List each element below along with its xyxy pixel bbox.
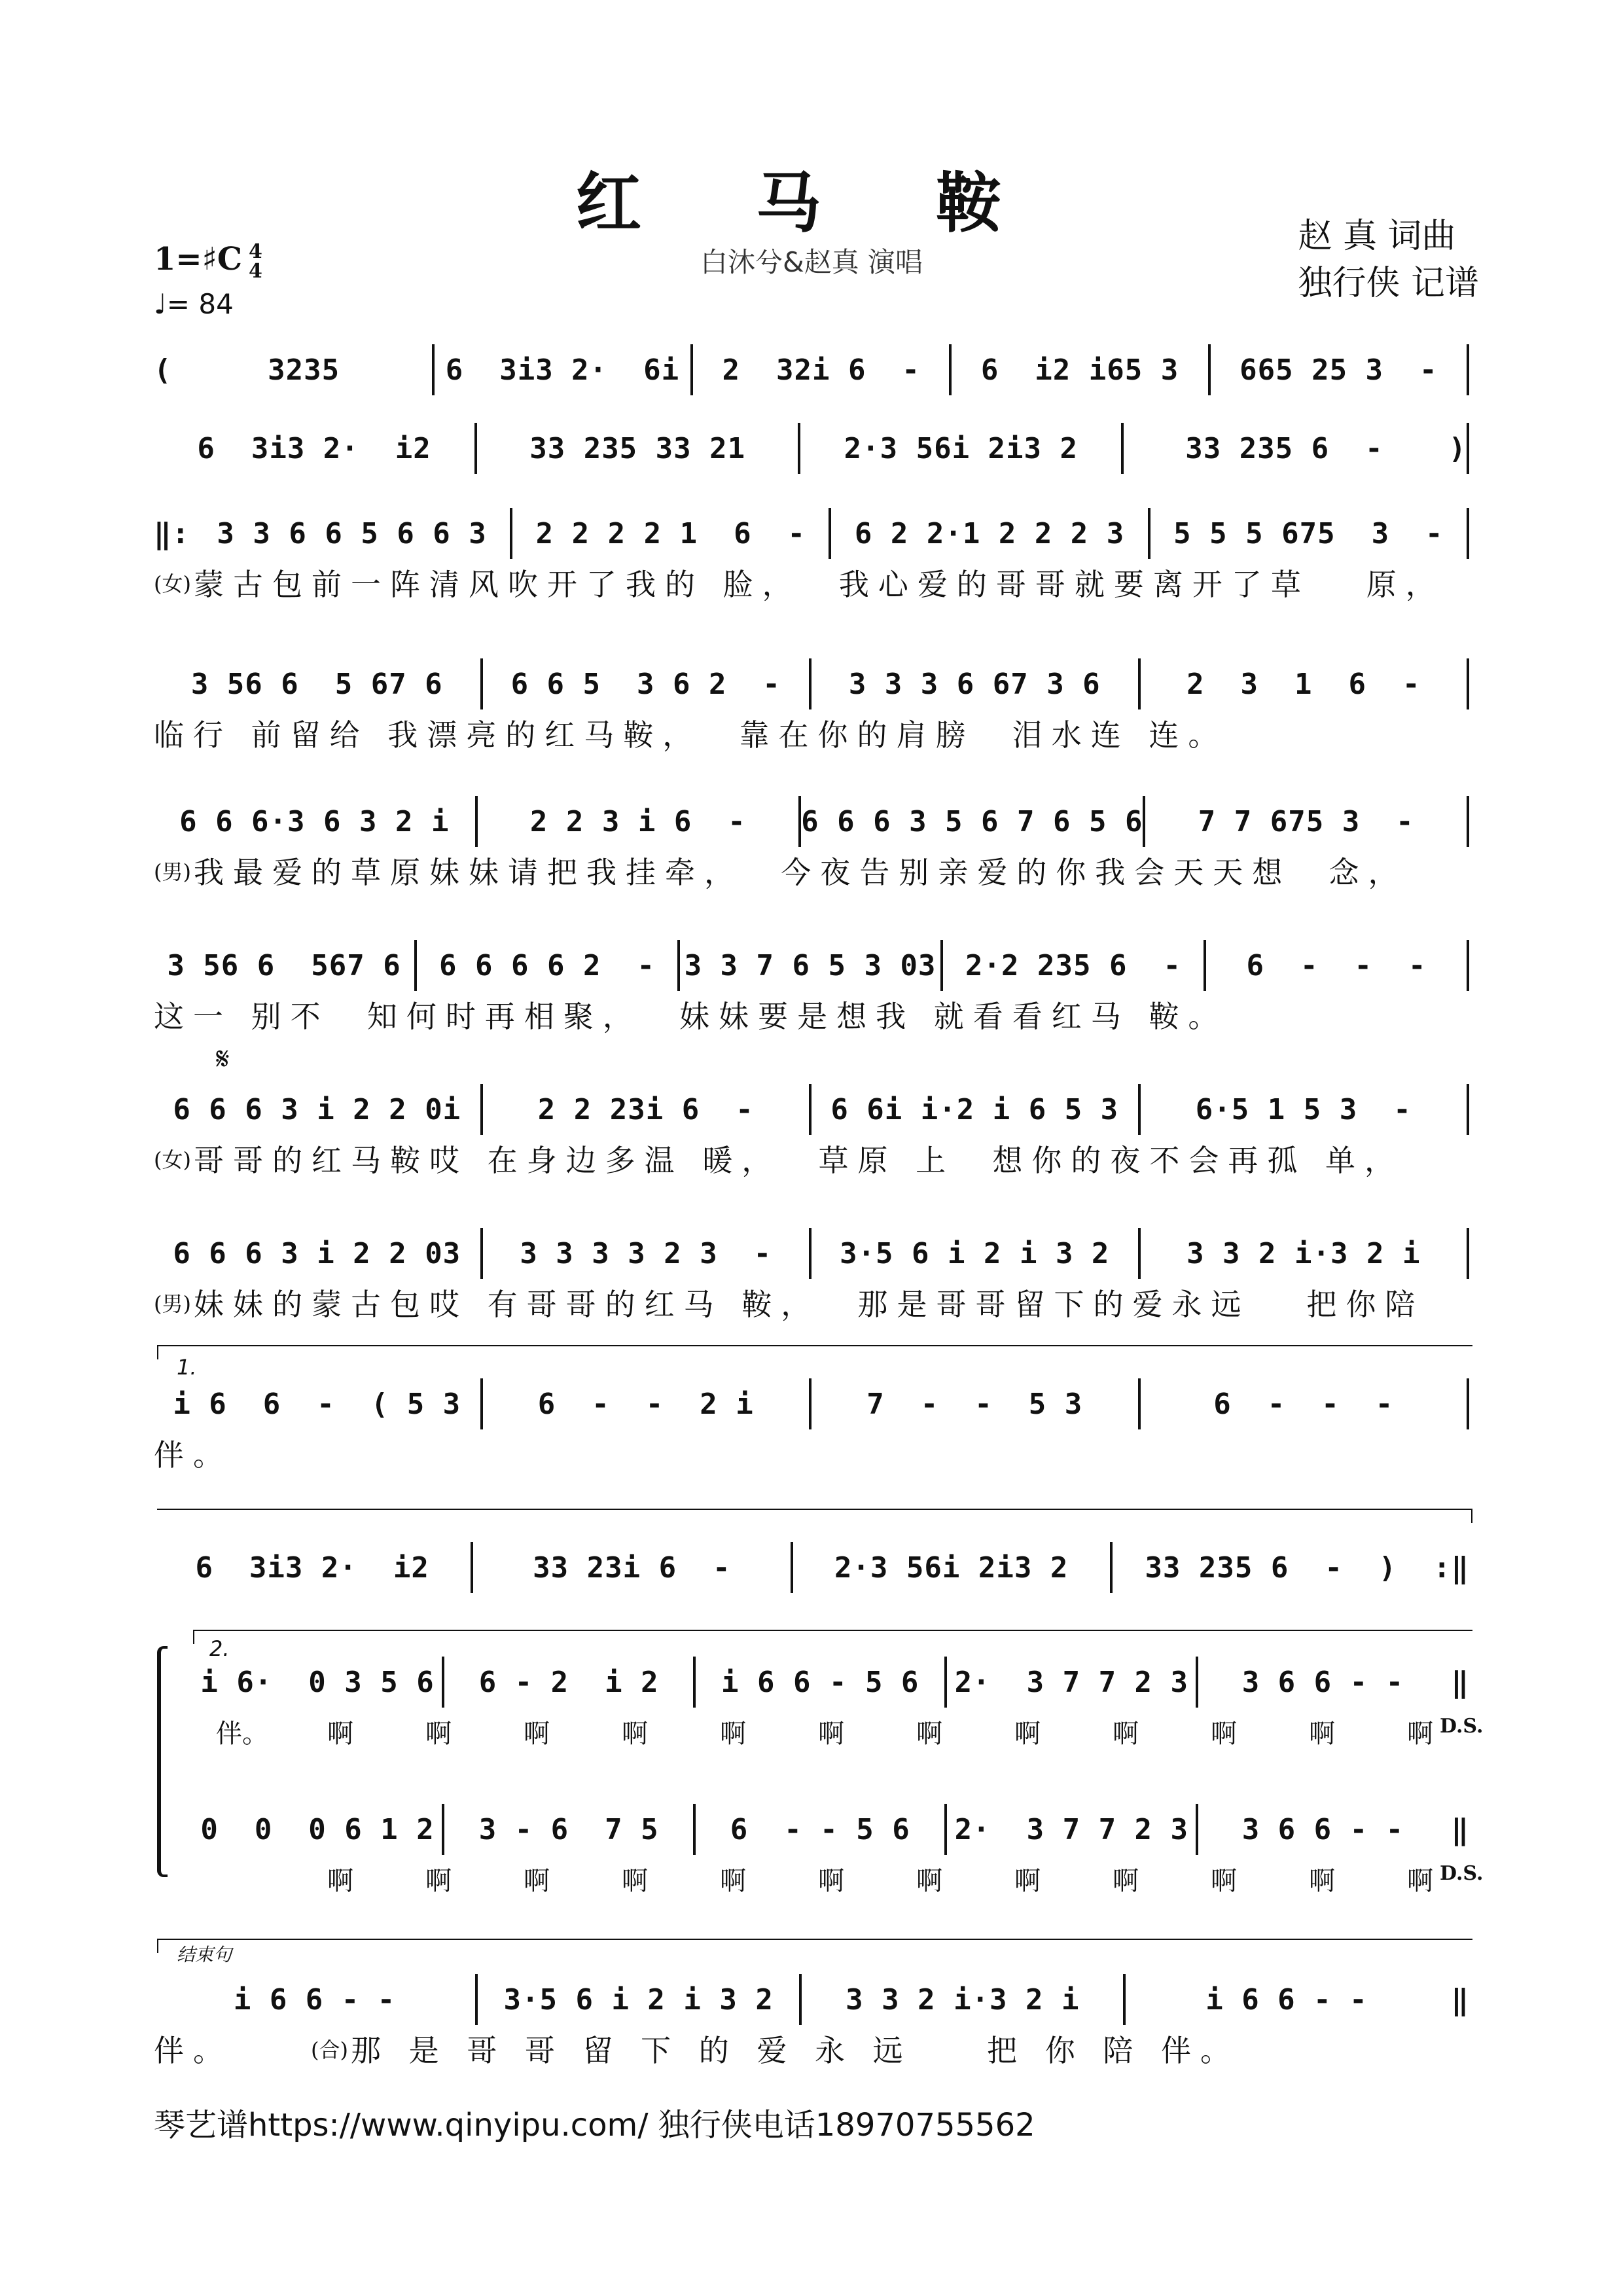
lyric-text: 伴。 [154,1437,232,1473]
ds-mark: D.S. [1440,1862,1484,1885]
lyric-text: 蒙古包前一阵清风吹开了我的 脸， 我心爱的哥哥就要离开了草 原， [193,567,1445,602]
measure: 3 56 6 5 67 6 [190,667,443,701]
measure: 3 3 6 6 5 6 6 3 [217,516,487,550]
ah-syllable: 啊 [622,1865,648,1896]
measure: 6 6 6 3 i 2 2 0i [173,1092,461,1126]
line-trail: ) [1448,431,1467,465]
music-line [154,939,1469,992]
score-system-9 [154,1378,1469,1476]
measure: 6 3i3 2· i2 [195,1551,429,1585]
ah-syllable: 啊 [425,1865,452,1896]
time-signature [249,242,262,281]
music-line [154,795,1469,848]
music-line [154,1227,1469,1280]
measure: 6 - - 2 i [537,1387,754,1421]
music-line [193,1803,1469,1856]
measure: 2 2 2 2 1 6 - [535,516,806,550]
volta-line-1 [157,1345,1472,1346]
measure: 7 7 675 3 - [1198,804,1414,838]
music-line [154,658,1469,710]
ah-syllable: 啊 [720,1718,746,1749]
music-line [154,1083,1469,1136]
measure: 3 3 2 i·3 2 i [1186,1236,1421,1270]
measure: 3 6 6 - - [1241,1812,1404,1846]
final-bar: ‖ [1451,1982,1469,2017]
lyric-text: 伴。 [216,1718,268,1749]
lyric-line [154,1280,1469,1325]
ah-syllable: 啊 [916,1865,942,1896]
voice-label: (男) [154,1291,191,1316]
voice-label: (合) [311,2037,348,2062]
lyric-text: 那 是 哥 哥 留 下 的 爱 永 远 把 你 陪 伴。 [350,2033,1240,2068]
music-line [193,1656,1469,1708]
measure: 6 - - - [1213,1387,1394,1421]
key-label: 1=♯C [154,241,243,278]
score-system-3 [154,507,1469,605]
measure: 2·3 56i 2i3 2 [844,431,1078,465]
measure: 6 3i3 2· i2 [197,431,431,465]
measure: 2· 3 7 7 2 3 [954,1665,1189,1699]
measure: i 6 6 - - [233,1982,396,2017]
ah-syllable: 啊 [327,1718,353,1749]
lyric-line [154,1136,1469,1181]
section-divider [157,1509,1472,1510]
lyric-line [154,992,1469,1037]
measure: 2·3 56i 2i3 2 [834,1551,1069,1585]
measure: 2·2 235 6 - [965,948,1181,982]
ah-syllable: 啊 [720,1865,746,1896]
score-system-8 [154,1227,1469,1325]
ah-syllable: 啊 [916,1718,942,1749]
transcriber: 独行侠 记谱 [1298,264,1479,303]
ah-syllable: 啊 [1309,1718,1335,1749]
ah-syllable: 啊 [1113,1865,1139,1896]
score-system-4 [154,658,1469,756]
score-system-2 [154,422,1469,475]
measure: i 6 6 - 5 6 [721,1665,919,1699]
music-line [154,1541,1469,1594]
lyric-text: 我最爱的草原妹妹请把我挂牵， 今夜告别亲爱的你我会天天想 念， [193,855,1408,890]
measure: i 6 6 - - [1205,1982,1368,2017]
coda-tick [157,1939,158,1953]
measure: 6 6 5 3 6 2 - [510,667,781,701]
measure: 2 2 23i 6 - [537,1092,754,1126]
measure: 0 0 0 6 1 2 [200,1812,435,1846]
measure: i 6 6 - ( 5 3 [173,1387,461,1421]
ah-syllable: 啊 [1211,1718,1237,1749]
ending-1-label: 1. [177,1355,197,1380]
measure: 6 - - - [1246,948,1427,982]
score-system-7 [154,1083,1469,1181]
measure: 3 6 6 - - [1241,1665,1404,1699]
lyric-text: 伴。 [154,2033,232,2068]
music-line [154,507,1469,560]
measure: 6 6 6 3 i 2 2 03 [173,1236,461,1270]
voice-label: (男) [154,859,191,884]
ah-lyric-line [193,1708,1469,1754]
lyricist-composer: 赵 真 词曲 [1298,217,1456,256]
score-system-13 [154,1973,1469,2072]
credits [1298,213,1479,307]
voice-label: (女) [154,571,191,596]
final-bar: ‖ [1451,1812,1469,1846]
measure: 3 56 6 567 6 [167,948,401,982]
ah-syllable: 啊 [622,1718,648,1749]
divider-tick [1471,1509,1472,1523]
measure: 6 6i i·2 i 6 5 3 [830,1092,1119,1126]
score-system-12 [193,1803,1469,1901]
ah-syllable: 啊 [327,1865,353,1896]
ah-syllable: 啊 [1113,1718,1139,1749]
ah-syllable: 啊 [818,1718,844,1749]
measure: 6 i2 i65 3 [980,353,1179,387]
ah-syllable: 啊 [524,1718,550,1749]
music-line [154,344,1469,396]
measure: 3·5 6 i 2 i 3 2 [503,1982,774,2017]
score-system-5 [154,795,1469,893]
ah-lyric-line [193,1856,1469,1901]
measure: 3 3 7 6 5 3 03 [684,948,936,982]
ah-syllable: 啊 [1407,1865,1433,1896]
tempo-marking: ♩= 84 [154,288,234,320]
measure: 33 235 6 - ) [1145,1551,1397,1585]
ah-syllable: 啊 [1014,1865,1041,1896]
performer-credit: 白沐兮&赵真 演唱 [700,246,923,278]
lyric-line [154,710,1469,756]
time-sig-top: 4 [249,240,262,263]
measure: 7 - - 5 3 [866,1387,1083,1421]
ending-2-label: 2. [209,1636,230,1661]
measure: 2 32i 6 - [722,353,920,387]
measure: 2 2 3 i 6 - [529,804,746,838]
volta-tick [193,1630,194,1644]
measure: 3 3 3 6 67 3 6 [848,667,1101,701]
measure: 3 - 6 7 5 [478,1812,659,1846]
score-system-1 [154,344,1469,396]
ah-syllable: 啊 [1211,1865,1237,1896]
lyric-line [154,848,1469,893]
ah-syllable: 啊 [1309,1865,1335,1896]
repeat-end: :‖ [1433,1551,1469,1585]
lyric-text: 临行 前留给 我漂亮的红马鞍， 靠在你的肩膀 泪水连 连。 [154,717,1228,753]
measure: 6 - 2 i 2 [478,1665,659,1699]
measure: 6 - - 5 6 [730,1812,910,1846]
music-line [154,1378,1469,1430]
measure: 3235 [268,353,340,387]
measure: 665 25 3 - [1240,353,1438,387]
lyric-text: 哥哥的红马鞍哎 在身边多温 暖， 草原 上 想你的夜不会再孤 单， [193,1143,1404,1178]
volta-tick [157,1345,158,1359]
measure: 33 235 6 - [1185,431,1383,465]
measure: 6 3i3 2· 6i [445,353,680,387]
voice-label: (女) [154,1147,191,1172]
measure: i 6· 0 3 5 6 [200,1665,435,1699]
repeat-start: ‖: [154,516,190,550]
measure: 3 3 3 3 2 3 - [520,1236,772,1270]
measure: 6·5 1 5 3 - [1195,1092,1412,1126]
measure: 6 6 6 6 2 - [439,948,655,982]
ah-syllable: 啊 [1014,1718,1041,1749]
line-lead: ( [154,353,172,387]
ah-syllable: 啊 [818,1865,844,1896]
lyric-line [154,560,1469,605]
measure: 6 2 2·1 2 2 2 3 [854,516,1125,550]
coda-label: 结束句 [177,1944,232,1965]
measure: 5 5 5 675 3 - [1173,516,1444,550]
music-line [154,422,1469,475]
measure: 3 3 2 i·3 2 i [846,1982,1080,2017]
measure: 2· 3 7 7 2 3 [954,1812,1189,1846]
footer-source: 琴艺谱https://www.qinyipu.com/ 独行侠电话18970755562 [154,2107,1035,2144]
ah-syllable: 啊 [425,1718,452,1749]
ah-syllable: 啊 [524,1865,550,1896]
ah-syllable: 啊 [1407,1718,1433,1749]
music-line [154,1973,1469,2026]
measure: 3·5 6 i 2 i 3 2 [840,1236,1110,1270]
key-signature [154,241,262,281]
score-system-10 [154,1541,1469,1594]
system-brace [157,1646,168,1877]
time-sig-bottom: 4 [249,259,262,283]
ds-mark: D.S. [1440,1715,1484,1738]
measure: 6 6 6·3 6 3 2 i [179,804,450,838]
final-bar: ‖ [1451,1665,1469,1699]
lyric-line [154,1430,1469,1476]
measure: 33 23i 6 - [533,1551,731,1585]
coda-line [157,1939,1472,1940]
lyric-text: 妹妹的蒙古包哎 有哥哥的红马 鞍， 那是哥哥留下的爱永远 把你陪 [193,1287,1425,1322]
score-system-11 [193,1656,1469,1754]
volta-line-2 [193,1630,1472,1631]
lyric-line [154,2026,1469,2072]
measure: 2 3 1 6 - [1186,667,1421,701]
segno-mark: 𝄋 [216,1041,230,1077]
measure: 6 6 6 3 5 6 7 6 5 6 [801,804,1143,838]
lyric-text: 这一 别不 知何时再相聚， 妹妹要是想我 就看看红马 鞍。 [154,999,1228,1034]
measure: 33 235 33 21 [529,431,746,465]
score-system-6 [154,939,1469,1037]
song-title: 红 马 鞍 [576,164,1047,242]
